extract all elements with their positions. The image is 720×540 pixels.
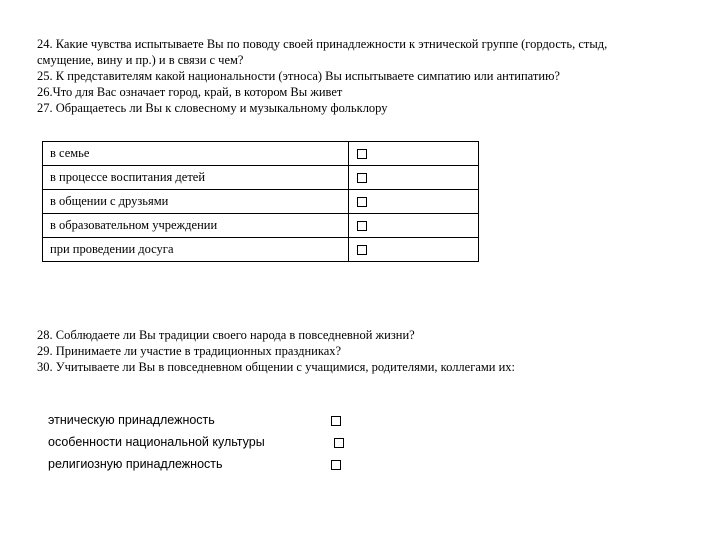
question-26: 26.Что для Вас означает город, край, в котором Вы живет [37, 85, 343, 99]
option-checkbox-cell [349, 214, 479, 238]
question-24-line-2: смущение, вину и пр.) и в связи с чем? [37, 53, 244, 67]
option-label: в процессе воспитания детей [43, 166, 349, 190]
table-row [43, 190, 479, 214]
question-27: 27. Обращаетесь ли Вы к словесному и музыкальному фольклору [37, 101, 388, 115]
option-checkbox-cell [349, 238, 479, 262]
folklore-options-table [42, 141, 479, 262]
option-label: в семье [43, 142, 349, 166]
question-25: 25. К представителям какой национальности (этноса) Вы испытываете симпатию или антипатию? [37, 69, 560, 83]
table-row [43, 238, 479, 262]
option-label: в образовательном учреждении [43, 214, 349, 238]
option-checkbox-cell [349, 166, 479, 190]
list-item-label: особенности национальной культуры [48, 435, 265, 449]
option-checkbox-cell [349, 190, 479, 214]
list-item [48, 409, 358, 431]
checkbox-leisure[interactable] [357, 245, 367, 255]
checkbox-national-culture[interactable] [334, 438, 344, 448]
question-24-line-1: 24. Какие чувства испытываете Вы по поводу своей принадлежности к этнической группе (гордость, стыд, [37, 37, 608, 51]
consideration-options-list [48, 409, 358, 475]
option-label: при проведении досуга [43, 238, 349, 262]
checkbox-in-family[interactable] [357, 149, 367, 159]
list-item [48, 431, 358, 453]
checkbox-educational-institution[interactable] [357, 221, 367, 231]
checkbox-religious-affiliation[interactable] [331, 460, 341, 470]
question-29: 29. Принимаете ли участие в традиционных праздниках? [37, 344, 342, 358]
question-30: 30. Учитываете ли Вы в повседневном общении с учащимися, родителями, коллегами их: [37, 360, 516, 374]
questions-block-bottom [37, 327, 687, 375]
list-item-label: этническую принадлежность [48, 413, 215, 427]
list-item [48, 453, 358, 475]
question-28: 28. Соблюдаете ли Вы традиции своего народа в повседневной жизни? [37, 328, 415, 342]
checkbox-ethnic-affiliation[interactable] [331, 416, 341, 426]
questions-block-top [37, 36, 687, 116]
table-row [43, 142, 479, 166]
option-checkbox-cell [349, 142, 479, 166]
list-item-label: религиозную принадлежность [48, 457, 223, 471]
checkbox-child-upbringing[interactable] [357, 173, 367, 183]
table-row [43, 166, 479, 190]
option-label: в общении с друзьями [43, 190, 349, 214]
checkbox-with-friends[interactable] [357, 197, 367, 207]
table-row [43, 214, 479, 238]
